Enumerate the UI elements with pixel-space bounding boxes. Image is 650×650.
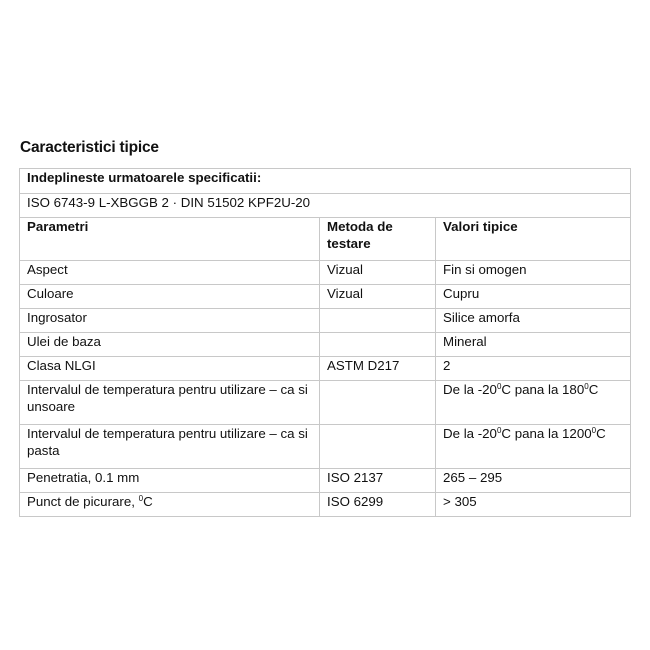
value-text: De la -20 <box>443 382 497 397</box>
characteristics-table <box>19 168 631 517</box>
cell-method <box>320 309 436 333</box>
header-parametri: Parametri <box>20 218 320 261</box>
degree-superscript: 0 <box>496 426 502 435</box>
cell-value: 265 – 295 <box>436 469 631 493</box>
cell-method: ASTM D217 <box>320 357 436 381</box>
cell-method <box>320 381 436 425</box>
parameter-text: Punct de picurare, <box>27 494 139 509</box>
specifications-heading-row <box>20 169 631 194</box>
value-text: C <box>596 426 606 441</box>
degree-superscript: 0 <box>138 494 144 503</box>
cell-value: Fin si omogen <box>436 261 631 285</box>
table-row <box>20 469 631 493</box>
cell-method <box>320 333 436 357</box>
cell-value <box>436 425 631 469</box>
parameter-text: C <box>143 494 153 509</box>
table-row <box>20 425 631 469</box>
cell-method: Vizual <box>320 261 436 285</box>
cell-parameter: Intervalul de temperatura pentru utilizare – ca si pasta <box>20 425 320 469</box>
cell-method <box>320 425 436 469</box>
cell-value: Mineral <box>436 333 631 357</box>
table-row <box>20 285 631 309</box>
value-text: C pana la 180 <box>501 382 585 397</box>
value-text: C pana la 1200 <box>501 426 592 441</box>
header-metoda: Metoda de testare <box>320 218 436 261</box>
cell-parameter: Ulei de baza <box>20 333 320 357</box>
value-text: De la -20 <box>443 426 497 441</box>
cell-parameter <box>20 493 320 517</box>
table-row <box>20 381 631 425</box>
cell-method: ISO 6299 <box>320 493 436 517</box>
cell-parameter: Aspect <box>20 261 320 285</box>
cell-parameter: Ingrosator <box>20 309 320 333</box>
section-title: Caracteristici tipice <box>20 139 159 156</box>
cell-value: Cupru <box>436 285 631 309</box>
header-valori: Valori tipice <box>436 218 631 261</box>
table-row <box>20 493 631 517</box>
cell-value <box>436 381 631 425</box>
cell-parameter: Clasa NLGI <box>20 357 320 381</box>
specifications-value: ISO 6743-9 L-XBGGB 2 · DIN 51502 KPF2U-20 <box>20 194 631 218</box>
table-row <box>20 357 631 381</box>
table-row <box>20 261 631 285</box>
table-row <box>20 333 631 357</box>
cell-method: Vizual <box>320 285 436 309</box>
cell-value: > 305 <box>436 493 631 517</box>
cell-method: ISO 2137 <box>320 469 436 493</box>
specifications-heading: Indeplineste urmatoarele specificatii: <box>20 169 631 194</box>
value-text: C <box>588 382 599 397</box>
cell-parameter: Culoare <box>20 285 320 309</box>
cell-value: 2 <box>436 357 631 381</box>
table-header-row <box>20 218 631 261</box>
cell-parameter: Intervalul de temperatura pentru utilizare – ca si unsoare <box>20 381 320 425</box>
cell-value: Silice amorfa <box>436 309 631 333</box>
degree-superscript: 0 <box>584 382 589 391</box>
degree-superscript: 0 <box>591 426 597 435</box>
table-row <box>20 309 631 333</box>
cell-parameter: Penetratia, 0.1 mm <box>20 469 320 493</box>
degree-superscript: 0 <box>496 382 502 391</box>
specifications-value-row <box>20 194 631 218</box>
